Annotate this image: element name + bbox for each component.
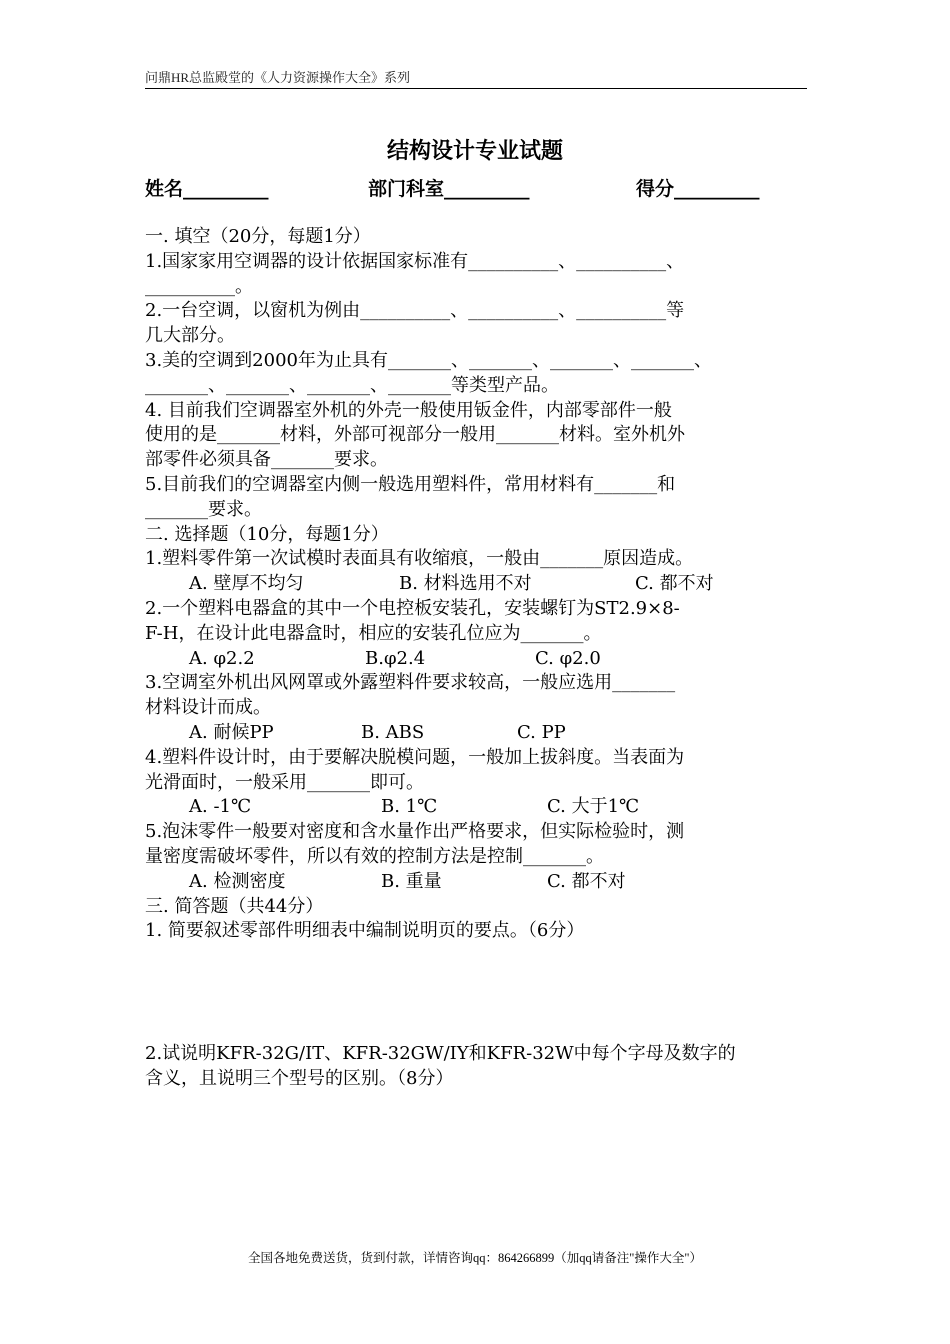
option-b: B. 重量	[381, 870, 442, 892]
question-line: 4.塑料件设计时，由于要解决脱模问题，一般加上拔斜度。当表面为	[145, 746, 685, 768]
info-row	[0, 174, 950, 204]
exam-content	[145, 225, 835, 1092]
fill-line: 几大部分。	[145, 325, 235, 347]
fill-line: 3.美的空调到2000年为止具有_______、_______、_______、_______、	[145, 349, 712, 371]
option-b: B. 1℃	[381, 796, 438, 818]
section-2-heading: 二. 选择题（10分，每题1分）	[145, 523, 389, 545]
answer-space	[145, 944, 835, 1042]
option-c: C. 大于1℃	[547, 796, 640, 818]
question-line: 含义，且说明三个型号的区别。（8分）	[145, 1067, 454, 1089]
option-a: A. -1℃	[189, 796, 252, 818]
page-title: 结构设计专业试题	[386, 139, 563, 164]
option-c: C. PP	[517, 721, 566, 743]
page-footer: 全国各地免费送货，货到付款，详情咨询qq：864266899（加qq请备注"操作大全"）	[248, 1251, 702, 1265]
question-line: 光滑面时，一般采用_______即可。	[145, 771, 424, 793]
question-line: 1.塑料零件第一次试模时表面具有收缩痕，一般由_______原因造成。	[145, 548, 694, 570]
question-line: 2.试说明KFR-32G/IT、KFR-32GW/IY和KFR-32W中每个字母及数字的	[145, 1043, 736, 1065]
question-line: 5.泡沫零件一般要对密度和含水量作出严格要求，但实际检验时，测	[145, 821, 685, 843]
option-b: B. ABS	[361, 721, 425, 743]
question-line: 1. 简要叙述零部件明细表中编制说明页的要点。（6分）	[145, 920, 585, 942]
fill-line: 1.国家家用空调器的设计依据国家标准有__________、__________、	[145, 250, 685, 272]
option-a: A. φ2.2	[189, 647, 255, 669]
header-text: 问鼎HR总监殿堂的《人力资源操作大全》系列	[145, 70, 411, 85]
question-line: 3.空调室外机出风网罩或外露塑料件要求较高，一般应选用_______	[145, 672, 676, 694]
question-line: 量密度需破坏零件，所以有效的控制方法是控制_______。	[145, 845, 604, 867]
fill-line: __________。	[145, 275, 253, 297]
fill-line: 4. 目前我们空调器室外机的外壳一般使用钣金件，内部零部件一般	[145, 399, 672, 421]
option-b: B.φ2.4	[365, 647, 426, 669]
options-row	[145, 572, 835, 597]
section-3-heading: 三. 简答题（共44分）	[145, 895, 324, 917]
options-row	[145, 647, 835, 672]
option-a: A. 检测密度	[189, 870, 286, 892]
options-row	[145, 721, 835, 746]
fill-line: 5.目前我们的空调器室内侧一般选用塑料件，常用材料有_______和	[145, 473, 676, 495]
option-c: C. 都不对	[547, 870, 626, 892]
department-field: 部门科室_________	[368, 178, 530, 200]
fill-line: 部零件必须具备_______要求。	[145, 449, 388, 471]
option-a: A. 耐候PP	[189, 721, 274, 743]
page-header	[145, 66, 807, 89]
options-row	[145, 795, 835, 820]
option-b: B. 材料选用不对	[399, 573, 532, 595]
option-c: C. φ2.0	[535, 647, 601, 669]
question-line: F-H，在设计此电器盒时，相应的安装孔位应为_______。	[145, 622, 602, 644]
option-c: C. 都不对	[635, 573, 714, 595]
fill-line: 使用的是_______材料，外部可视部分一般用_______材料。室外机外	[145, 424, 685, 446]
score-field: 得分_________	[636, 178, 760, 200]
option-a: A. 壁厚不均匀	[189, 573, 304, 595]
section-1-heading: 一. 填空（20分，每题1分）	[145, 226, 371, 247]
question-line: 材料设计而成。	[145, 697, 271, 719]
options-row	[145, 870, 835, 895]
fill-line: _______、_______、_______、_______等类型产品。	[145, 374, 559, 396]
fill-line: _______要求。	[145, 498, 262, 520]
fill-line: 2.一台空调，以窗机为例由__________、__________、__________等	[145, 300, 685, 322]
question-line: 2.一个塑料电器盒的其中一个电控板安装孔，安装螺钉为ST2.9×8-	[145, 597, 680, 619]
name-field: 姓名_________	[145, 178, 269, 200]
